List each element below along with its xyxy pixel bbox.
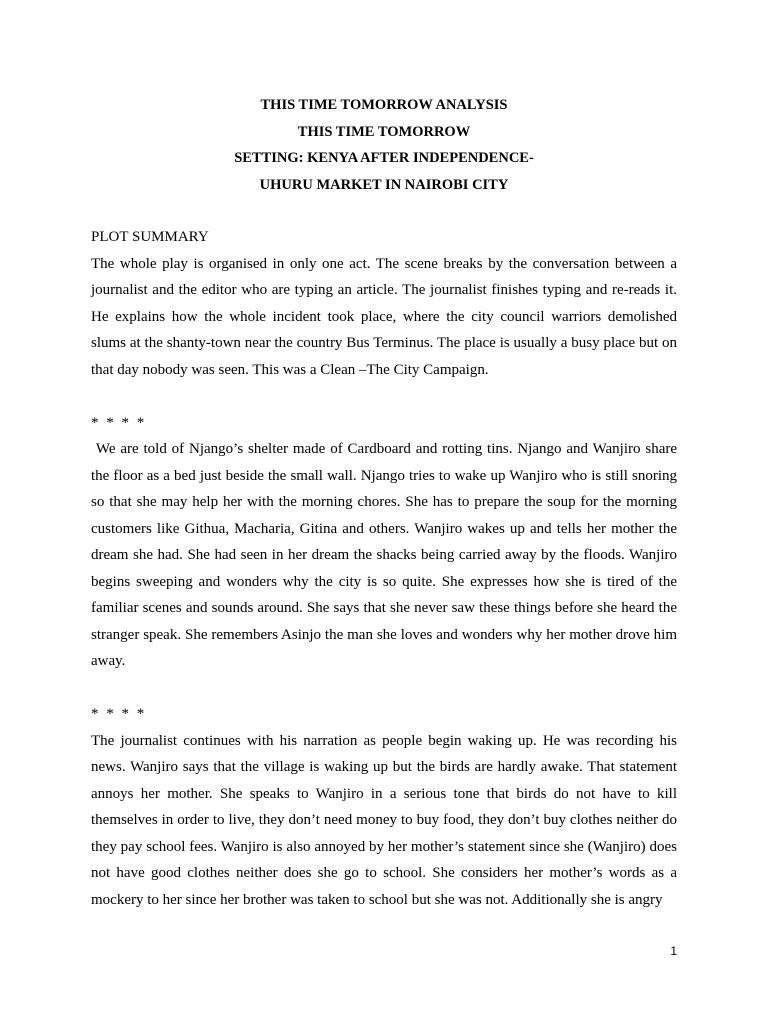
scene-separator: * * * * — [91, 414, 145, 431]
location-line: UHURU MARKET IN NAIROBI CITY — [259, 176, 509, 193]
document-title: THIS TIME TOMORROW ANALYSIS — [260, 97, 508, 113]
scene-separator: * * * * — [91, 706, 145, 722]
paragraph: The journalist continues with his narration as people begin waking up. He was recording his news. Wanjiro says that the village is waking up but the birds are hardly awake. That statement annoys her mother. She speaks to Wanjiro in a serious tone that birds do not have to kill themselves in order to live, they don’t need money to buy food, they don’t buy clothes neither do they pay school fees. Wanjiro is also annoyed by her mother’s statement since she (Wanjiro) does not have good clothes neither does she go to school. She considers her mother’s words as a mockery to her since her brother was taken to school but she was not. Additionally she is angry — [91, 732, 677, 908]
paragraph: We are told of Njango’s shelter made of Cardboard and rotting tins. Njango and Wanjiro share the floor as a bed just beside the small wall. Njango tries to wake up Wanjiro who is still snoring so that she may help her with the morning chores. She has to prepare the soup for the morning customers like Githua, Macharia, Gitina and others. Wanjiro wakes up and tells her mother the dream she had. She had seen in her dream the shacks being carried away by the floods. Wanjiro begins sweeping and wonders why the city is so quite. She expresses how she is tired of the familiar scenes and sounds around. She says that she never saw these things before she heard the stranger speak. She remembers Asinjo the man she loves and wonders why her mother drove him away. — [91, 441, 681, 669]
title-block — [0, 92, 768, 198]
paragraph: The whole play is organised in only one act. The scene breaks by the conversation between a journalist and the editor who are typing an article. The journalist finishes typing and re-reads it. He explains how the whole incident took place, where the city council warriors demolished slums at the shanty-town near the country Bus Terminus. The place is usually a busy place but on that day nobody was seen. This was a Clean –The City Campaign. — [91, 255, 677, 378]
setting-line: SETTING: KENYA AFTER INDEPENDENCE- — [234, 150, 534, 166]
document-body — [91, 224, 681, 913]
section-heading: PLOT SUMMARY — [91, 229, 209, 245]
play-title: THIS TIME TOMORROW — [297, 123, 471, 140]
page-number: 1 — [670, 944, 677, 958]
